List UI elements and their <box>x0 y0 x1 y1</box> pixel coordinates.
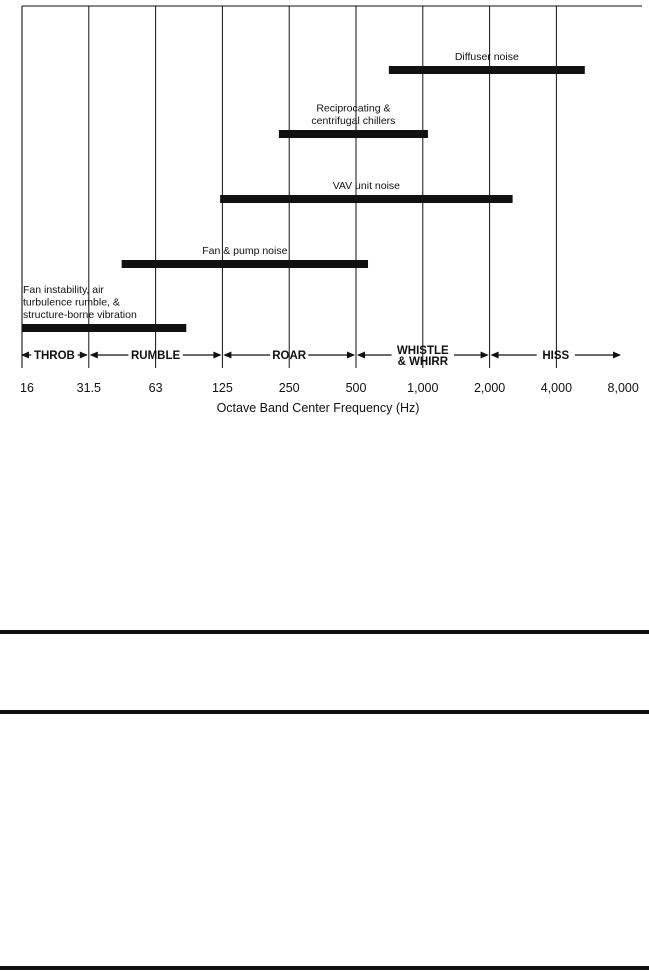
horizontal-rule <box>0 966 649 970</box>
x-tick-labels <box>20 381 639 395</box>
arrowhead <box>347 352 355 359</box>
x-tick-label: 125 <box>211 381 233 395</box>
x-tick-label: 4,000 <box>540 381 573 395</box>
region-arrow-right <box>78 352 88 359</box>
range-bar <box>389 66 585 74</box>
horizontal-rule <box>0 710 649 714</box>
region-label: WHISTLE & WHIRR <box>396 345 449 368</box>
x-axis-label: Octave Band Center Frequency (Hz) <box>216 401 420 415</box>
horizontal-rule <box>0 630 649 634</box>
region-arrow-left <box>491 352 537 359</box>
x-tick-label: 250 <box>278 381 300 395</box>
arrowhead <box>357 352 365 359</box>
bar-label: Diffuser noise <box>454 51 519 63</box>
region-arrow-left <box>357 352 392 359</box>
bar-label: Fan & pump noise <box>202 245 288 257</box>
region-arrow-left <box>90 352 129 359</box>
region-arrow-right <box>575 352 621 359</box>
range-bars <box>22 66 585 332</box>
arrowhead <box>223 352 231 359</box>
arrowhead <box>213 352 221 359</box>
x-tick-label: 31.5 <box>76 381 101 395</box>
range-bar <box>22 324 186 332</box>
bar-label: VAV unit noise <box>332 180 401 192</box>
x-tick-label: 16 <box>20 381 34 395</box>
x-tick-label: 63 <box>148 381 163 395</box>
chart <box>0 0 649 420</box>
bar-labels <box>23 51 519 321</box>
x-tick-label: 1,000 <box>407 381 439 395</box>
range-bar <box>122 260 368 268</box>
arrowhead <box>90 352 98 359</box>
region-label: RUMBLE <box>130 350 181 362</box>
arrowhead <box>80 352 88 359</box>
region-label: HISS <box>542 350 570 362</box>
frequency-regions <box>21 345 621 368</box>
x-tick-label: 2,000 <box>473 381 506 395</box>
bar-label: Fan instability, air turbulence rumble, & structure-borne vibration <box>23 284 137 321</box>
x-tick-label: 8,000 <box>607 381 639 395</box>
bar-label: Reciprocating & centrifugal chillers <box>311 102 396 127</box>
range-bar <box>279 130 428 138</box>
region-label: THROB <box>33 350 75 362</box>
region-arrow-right <box>454 352 489 359</box>
x-tick-label: 500 <box>345 381 367 395</box>
range-bar <box>220 195 512 203</box>
region-arrow-right <box>183 352 222 359</box>
arrowhead <box>613 352 621 359</box>
region-arrow-right <box>308 352 355 359</box>
arrowhead <box>491 352 499 359</box>
arrowhead <box>481 352 489 359</box>
region-label: ROAR <box>272 350 307 362</box>
region-arrow-left <box>223 352 270 359</box>
